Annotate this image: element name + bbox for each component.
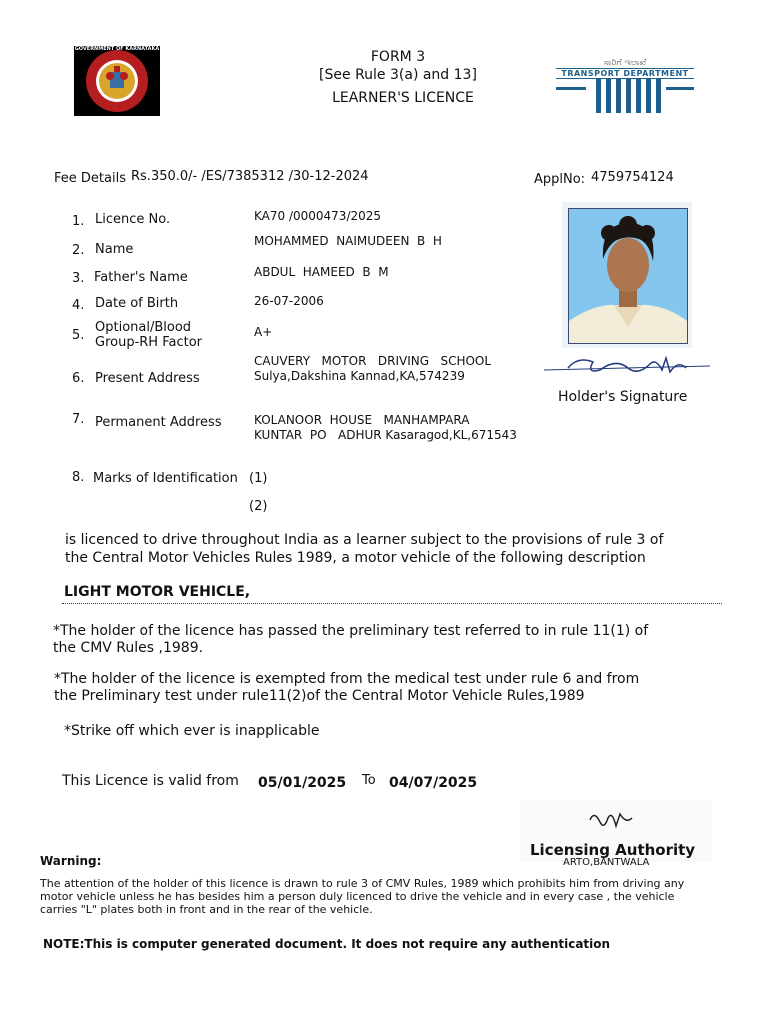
transport-department-logo xyxy=(556,58,694,116)
mark-1: (1) xyxy=(249,471,268,486)
holder-photo xyxy=(568,208,688,344)
dob-label: Date of Birth xyxy=(95,296,179,311)
licensing-authority-office: ARTO,BANTWALA xyxy=(563,857,650,868)
field-1-num: 1. xyxy=(72,214,85,229)
present-address-label: Present Address xyxy=(95,371,200,386)
transport-bars-icon xyxy=(556,79,694,113)
field-8-num: 8. xyxy=(72,470,85,485)
preliminary-test-line-1: *The holder of the licence has passed the preliminary test referred to in rule 11(1) of xyxy=(53,623,649,639)
validity-to-word: To xyxy=(362,773,376,788)
vehicle-class: LIGHT MOTOR VEHICLE, xyxy=(64,584,251,600)
appl-no-label: ApplNo: xyxy=(534,172,586,187)
strike-off-note: *Strike off which ever is inapplicable xyxy=(64,723,320,739)
blood-group-label-1: Optional/Blood xyxy=(95,320,192,335)
dotted-divider xyxy=(62,603,722,604)
blood-group-label-2: Group-RH Factor xyxy=(95,335,203,350)
warning-label: Warning: xyxy=(40,854,102,868)
karnataka-emblem xyxy=(74,46,160,116)
transport-kannada: ಸಾರಿಗೆ ಇಲಾಖೆ xyxy=(603,58,647,68)
mark-2: (2) xyxy=(249,499,268,514)
name-label: Name xyxy=(95,242,134,257)
page-title: LEARNER'S LICENCE xyxy=(332,90,474,106)
preliminary-test-line-2: the CMV Rules ,1989. xyxy=(53,640,204,656)
warning-line-2: motor vehicle unless he has besides him a person duly licenced to drive the vehicle and in every case , the vehicle xyxy=(40,890,675,903)
form-rule: [See Rule 3(a) and 13] xyxy=(319,67,477,83)
emblem-text: GOVERNMENT OF KARNATAKA xyxy=(74,46,160,52)
present-address-line1: CAUVERY MOTOR DRIVING SCHOOL xyxy=(254,354,492,368)
licence-no-label: Licence No. xyxy=(95,212,171,227)
field-3-num: 3. xyxy=(72,271,85,286)
field-5-num: 5. xyxy=(72,328,85,343)
holder-signature-image xyxy=(538,348,716,382)
validity-prefix: This Licence is valid from xyxy=(62,773,239,789)
licenced-line-1: is licenced to drive throughout India as a learner subject to the provisions of rule 3 of xyxy=(65,532,664,548)
field-2-num: 2. xyxy=(72,243,85,258)
fathers-name-value: ABDUL HAMEED B M xyxy=(254,265,389,279)
fee-details-label: Fee Details xyxy=(54,171,126,186)
valid-from-date: 05/01/2025 xyxy=(258,775,347,791)
appl-no-value: 4759754124 xyxy=(591,170,674,185)
warning-line-3: carries "L" plates both in front and in the rear of the vehicle. xyxy=(40,903,373,916)
blood-group-value: A+ xyxy=(254,325,273,339)
marks-identification-label: Marks of Identification xyxy=(93,471,238,486)
transport-label: TRANSPORT DEPARTMENT xyxy=(556,68,694,79)
licence-no-value: KA70 /0000473/2025 xyxy=(254,209,382,223)
warning-line-1: The attention of the holder of this licence is drawn to rule 3 of CMV Rules, 1989 which prohibits him from driving any xyxy=(40,877,685,890)
field-6-num: 6. xyxy=(72,371,85,386)
permanent-address-label: Permanent Address xyxy=(95,415,222,430)
medical-exempt-line-2: the Preliminary test under rule11(2)of the Central Motor Vehicle Rules,1989 xyxy=(54,688,585,704)
computer-generated-note: NOTE:This is computer generated document. It does not require any authentication xyxy=(43,937,611,951)
licenced-line-2: the Central Motor Vehicles Rules 1989, a motor vehicle of the following description xyxy=(65,550,646,566)
name-value: MOHAMMED NAIMUDEEN B H xyxy=(254,234,442,248)
valid-to-date: 04/07/2025 xyxy=(389,775,478,791)
field-4-num: 4. xyxy=(72,298,85,313)
permanent-address-line1: KOLANOOR HOUSE MANHAMPARA xyxy=(254,413,470,427)
fee-details-value: Rs.350.0/- /ES/7385312 /30-12-2024 xyxy=(131,169,369,184)
present-address-line2: Sulya,Dakshina Kannad,KA,574239 xyxy=(254,369,465,383)
fathers-name-label: Father's Name xyxy=(94,270,188,285)
holder-signature-label: Holder's Signature xyxy=(558,389,688,405)
permanent-address-line2: KUNTAR PO ADHUR Kasaragod,KL,671543 xyxy=(254,428,517,442)
form-number: FORM 3 xyxy=(370,49,426,65)
field-7-num: 7. xyxy=(72,412,85,427)
dob-value: 26-07-2006 xyxy=(254,294,324,308)
licensing-authority-title: Licensing Authority xyxy=(530,841,696,859)
medical-exempt-line-1: *The holder of the licence is exempted from the medical test under rule 6 and from xyxy=(54,671,640,687)
